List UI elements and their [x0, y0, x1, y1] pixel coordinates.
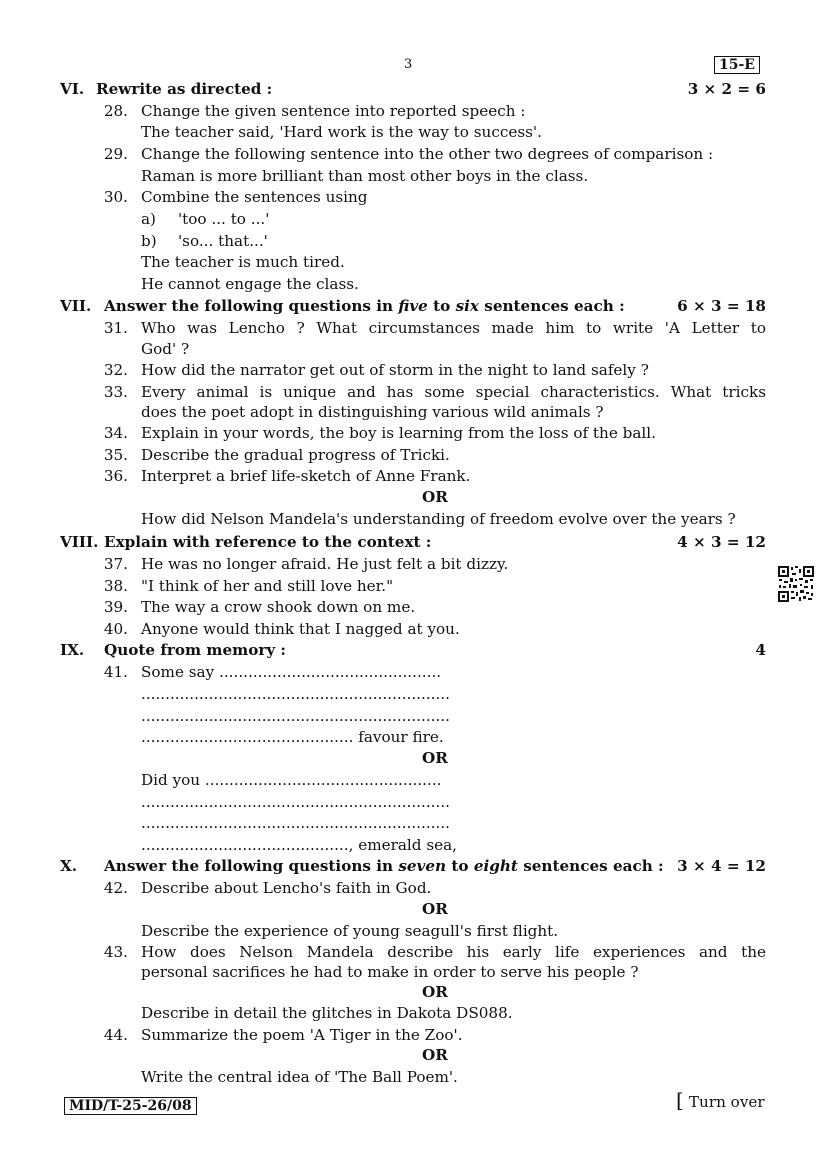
- q41-line8: ..........................................., emerald sea,: [141, 836, 458, 854]
- q30-option-b-label: b): [141, 232, 157, 250]
- turn-over: [676, 1090, 765, 1113]
- section-x-title-pre: Answer the following questions in: [104, 857, 394, 875]
- q31-number: 31.: [103, 319, 128, 337]
- section-vi-number: VI.: [60, 80, 85, 98]
- q28-line1: Change the given sentence into reported speech :: [141, 102, 526, 120]
- q36-number: 36.: [103, 467, 128, 485]
- q29-line2: Raman is more brilliant than most other boys in the class.: [141, 167, 589, 185]
- q40-text: Anyone would think that I nagged at you.: [141, 620, 460, 638]
- q43-number: 43.: [103, 943, 128, 961]
- q29-line1: Change the following sentence into the other two degrees of comparison :: [141, 145, 714, 163]
- section-x-title-mid: to: [451, 857, 469, 875]
- q44-alternative: Write the central idea of 'The Ball Poem'.: [141, 1068, 458, 1086]
- section-vii-title-pre: Answer the following questions in: [104, 297, 394, 315]
- q43-alternative: Describe in detail the glitches in Dakota DS088.: [141, 1004, 513, 1022]
- q41-line3: ................................................................: [141, 707, 450, 725]
- q42-number: 42.: [103, 879, 128, 897]
- q35-number: 35.: [103, 446, 128, 464]
- q28-line2: The teacher said, 'Hard work is the way to success'.: [141, 123, 542, 141]
- q44-or: OR: [422, 1046, 448, 1064]
- page-number: 3: [404, 57, 413, 72]
- q44-text: Summarize the poem 'A Tiger in the Zoo'.: [141, 1026, 463, 1044]
- q41-or: OR: [422, 749, 448, 767]
- q42-alternative: Describe the experience of young seagull's first flight.: [141, 922, 559, 940]
- section-vi-title: Rewrite as directed :: [96, 80, 273, 98]
- q35-text: Describe the gradual progress of Tricki.: [141, 446, 450, 464]
- q41-line1: Some say ..............................................: [141, 663, 442, 681]
- q30-number: 30.: [103, 188, 128, 206]
- q36-text: Interpret a brief life-sketch of Anne Frank.: [141, 467, 471, 485]
- q41-line7: ................................................................: [141, 814, 450, 832]
- q33-line1: Every animal is unique and has some special characteristics. What tricks: [141, 383, 766, 401]
- section-vii-title-mid: to: [433, 297, 451, 315]
- q30-line3: He cannot engage the class.: [141, 275, 359, 293]
- q32-number: 32.: [103, 361, 128, 379]
- section-ix-marks: 4: [755, 641, 766, 659]
- q34-number: 34.: [103, 424, 128, 442]
- section-vii-number: VII.: [60, 297, 92, 315]
- q37-text: He was no longer afraid. He just felt a bit dizzy.: [141, 555, 509, 573]
- q36-or: OR: [422, 488, 448, 506]
- q31-line1: Who was Lencho ? What circumstances made him to write 'A Letter to: [141, 319, 766, 337]
- turn-over-text: Turn over: [688, 1093, 765, 1111]
- q39-number: 39.: [103, 598, 128, 616]
- section-viii-title: Explain with reference to the context :: [104, 533, 432, 551]
- q36-alternative: How did Nelson Mandela's understanding of freedom evolve over the years ?: [141, 510, 736, 528]
- q42-text: Describe about Lencho's faith in God.: [141, 879, 432, 897]
- section-x-title-post: sentences each :: [523, 857, 664, 875]
- q39-text: The way a crow shook down on me.: [141, 598, 416, 616]
- q33-number: 33.: [103, 383, 128, 401]
- q30-option-a-text: 'too ... to ...': [178, 210, 270, 228]
- q28-number: 28.: [103, 102, 128, 120]
- section-x-number: X.: [60, 857, 78, 875]
- q43-or: OR: [422, 983, 448, 1001]
- section-vii-title-post: sentences each :: [484, 297, 625, 315]
- q30-option-b-text: 'so... that...': [178, 232, 268, 250]
- q40-number: 40.: [103, 620, 128, 638]
- q30-line2: The teacher is much tired.: [141, 253, 345, 271]
- section-viii-marks: 4 × 3 = 12: [677, 533, 766, 551]
- q38-number: 38.: [103, 577, 128, 595]
- footer-code-badge: MID/T-25-26/08: [64, 1097, 197, 1115]
- paper-code-badge: 15-E: [714, 56, 760, 74]
- q42-or: OR: [422, 900, 448, 918]
- section-x-title-em1: seven: [398, 857, 447, 875]
- section-ix-number: IX.: [60, 641, 85, 659]
- section-viii-number: VIII.: [60, 533, 99, 551]
- section-x-title: [104, 857, 664, 875]
- qr-code: [777, 565, 815, 603]
- q33-line2: does the poet adopt in distinguishing various wild animals ?: [141, 403, 604, 421]
- section-vii-title: [104, 297, 625, 315]
- q41-number: 41.: [103, 663, 128, 681]
- section-ix-title: Quote from memory :: [104, 641, 287, 659]
- q38-text: "I think of her and still love her.": [141, 577, 394, 595]
- q43-line2: personal sacrifices he had to make in order to serve his people ?: [141, 963, 639, 981]
- section-x-title-em2: eight: [473, 857, 518, 875]
- q29-number: 29.: [103, 145, 128, 163]
- q44-number: 44.: [103, 1026, 128, 1044]
- section-vi-marks: 3 × 2 = 6: [687, 80, 766, 98]
- turn-over-bracket: [: [676, 1088, 684, 1112]
- q41-line4: ............................................ favour fire.: [141, 728, 444, 746]
- section-vii-title-em2: six: [455, 297, 479, 315]
- section-x-marks: 3 × 4 = 12: [677, 857, 766, 875]
- q41-line5: Did you .................................................: [141, 771, 442, 789]
- section-vii-title-em1: five: [398, 297, 428, 315]
- q34-text: Explain in your words, the boy is learning from the loss of the ball.: [141, 424, 656, 442]
- section-vii-marks: 6 × 3 = 18: [677, 297, 766, 315]
- q41-line2: ................................................................: [141, 685, 450, 703]
- q31-line2: God' ?: [141, 340, 190, 358]
- q37-number: 37.: [103, 555, 128, 573]
- q32-text: How did the narrator get out of storm in the night to land safely ?: [141, 361, 649, 379]
- q30-option-a-label: a): [141, 210, 156, 228]
- q43-line1: How does Nelson Mandela describe his early life experiences and the: [141, 943, 766, 961]
- q41-line6: ................................................................: [141, 793, 450, 811]
- q30-line1: Combine the sentences using: [141, 188, 368, 206]
